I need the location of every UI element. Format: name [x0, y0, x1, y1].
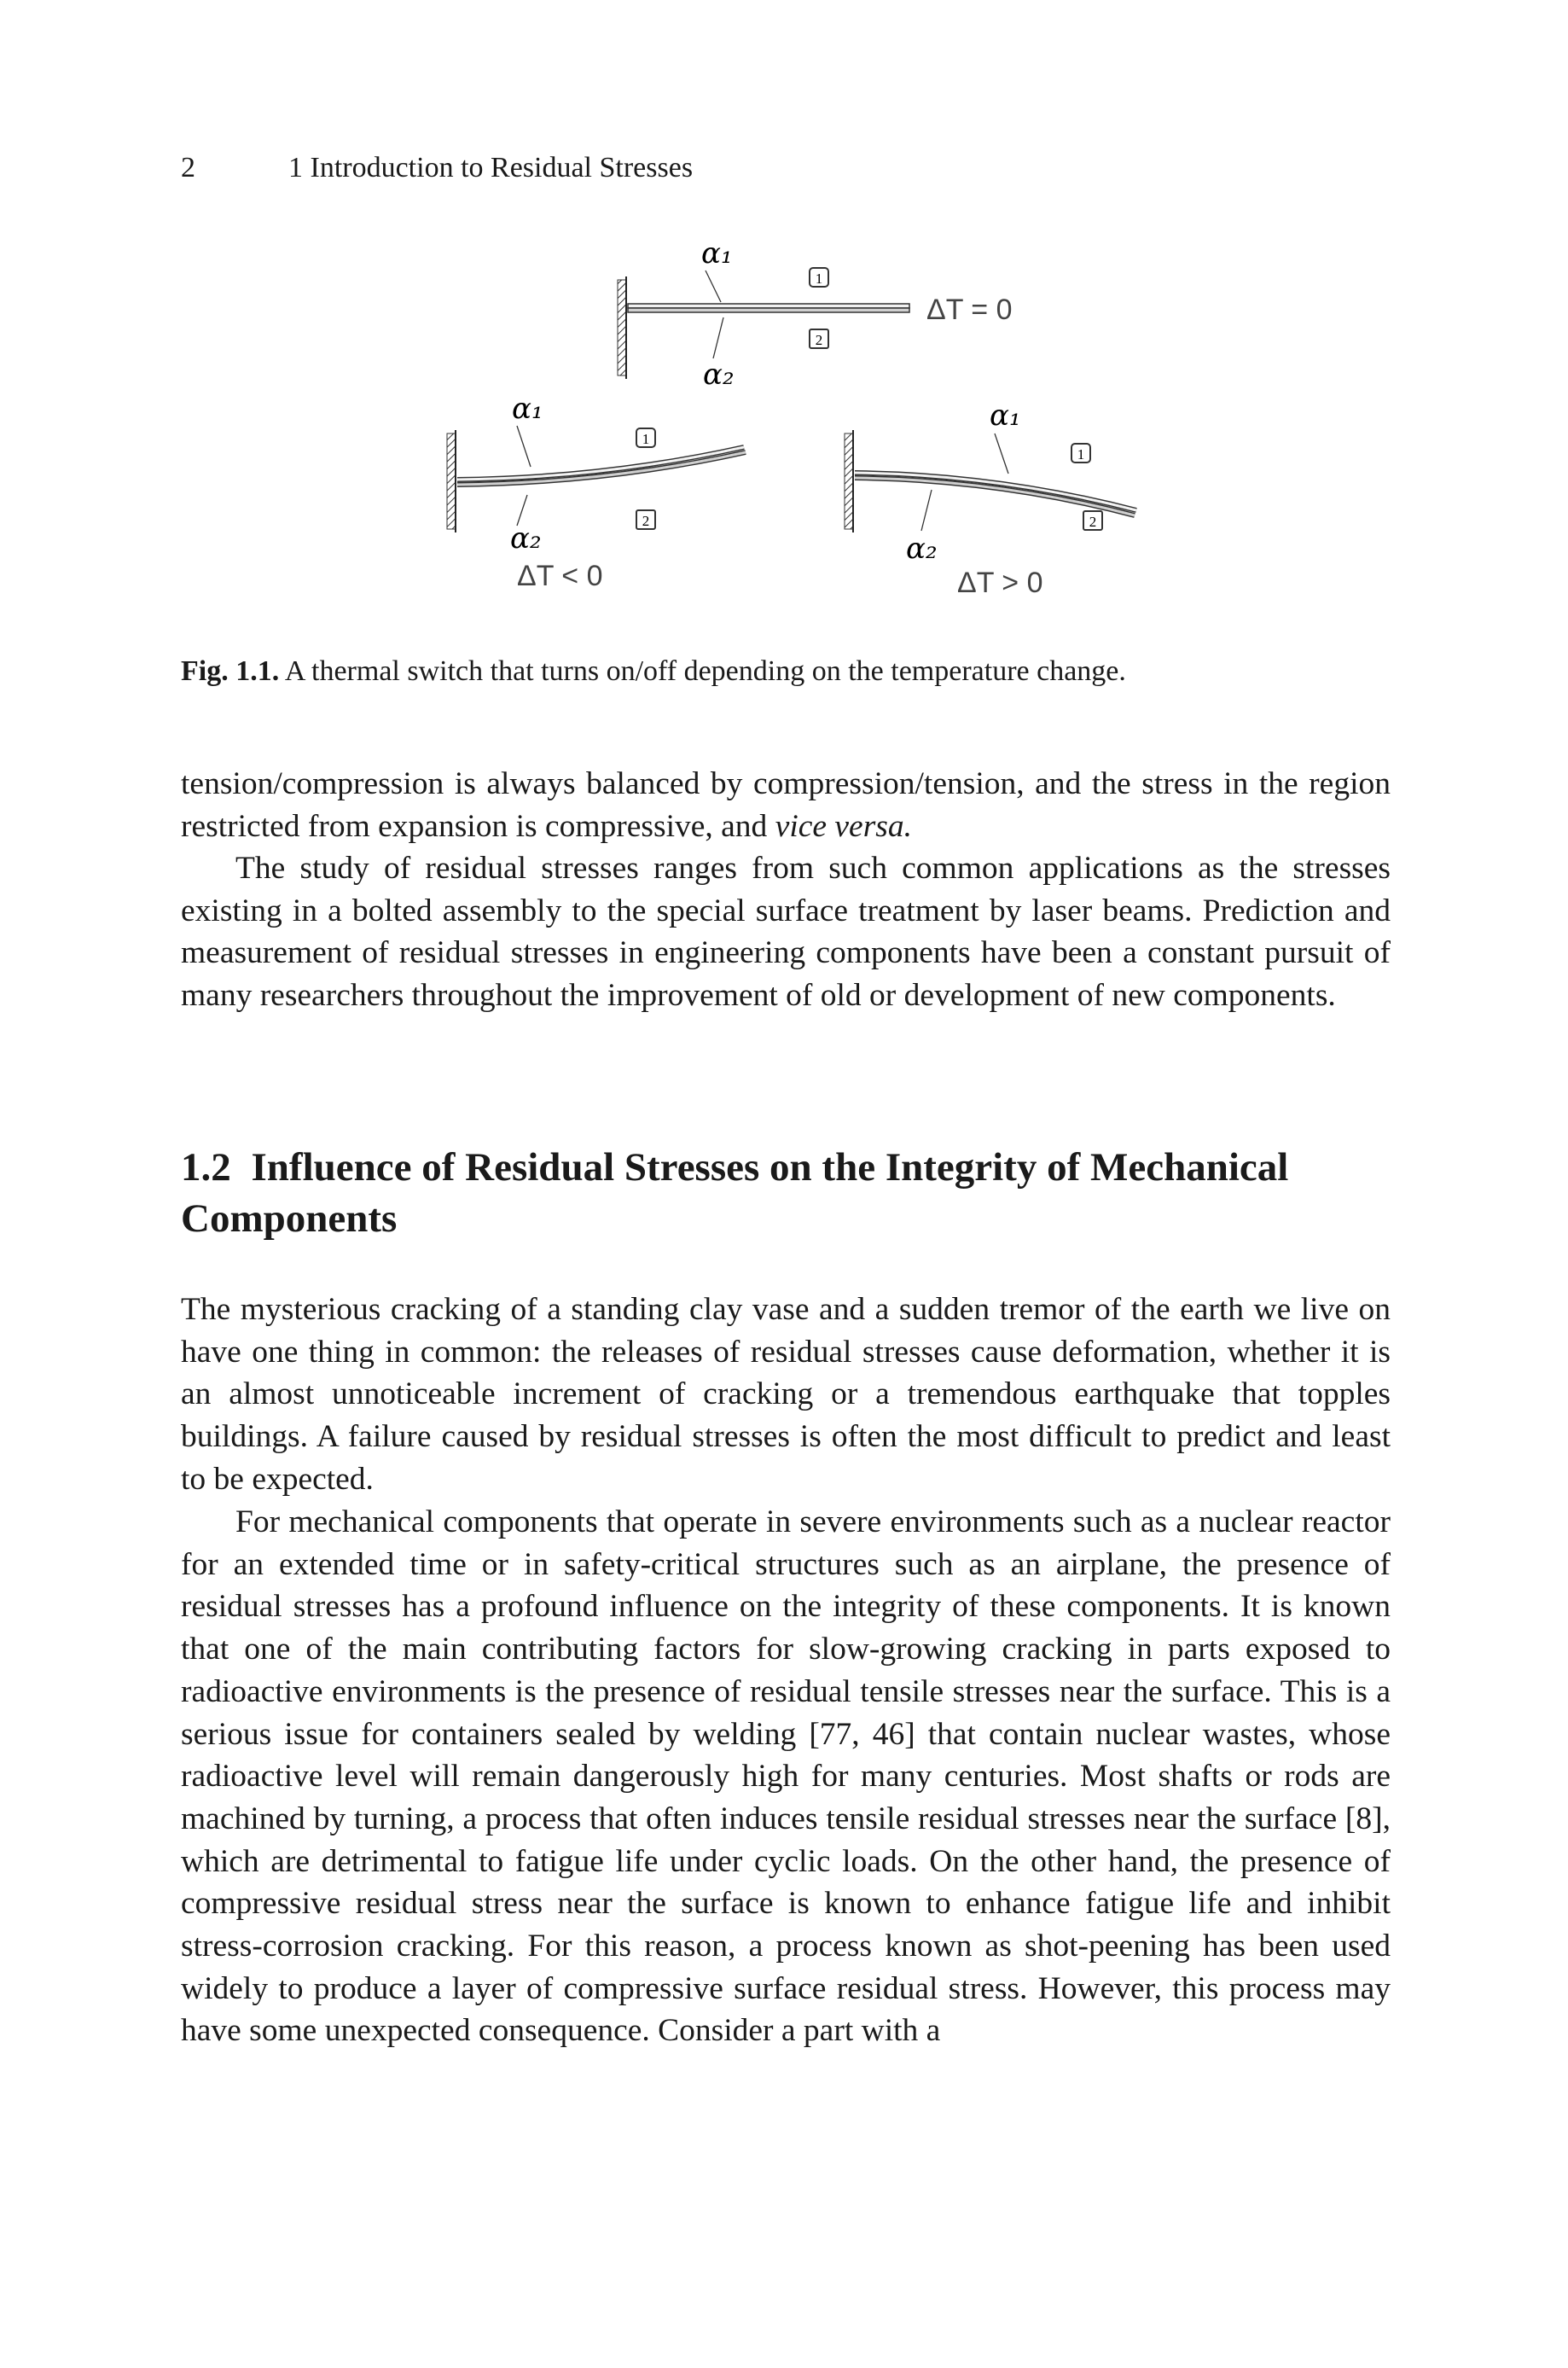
bimetal-curved-up [447, 392, 746, 592]
page-number: 2 [181, 152, 195, 183]
intro-paragraph-1-text: tension/compression is always balanced by compression/tension, and the stress in the region restricted from expansion is compressive, and [181, 766, 1391, 844]
chapter-title: 1 Introduction to Residual Stresses [288, 152, 694, 183]
bimetal-curved-down [845, 399, 1136, 599]
alpha2-label-right: α₂ [906, 532, 938, 566]
figure-caption-text: A thermal switch that turns on/off depending on the temperature change. [279, 655, 1126, 687]
condition-label-right: ΔT > 0 [957, 567, 1043, 599]
condition-label-top: ΔT = 0 [926, 294, 1013, 326]
section-title: Influence of Residual Stresses on the Integrity of Mechanical Components [181, 1145, 1289, 1241]
figure-caption [181, 655, 1392, 688]
section-heading [181, 1142, 1392, 1244]
layer1-label-left: 1 [642, 431, 650, 447]
wall-top [618, 280, 626, 375]
layer1-label-right: 1 [1077, 446, 1085, 463]
intro-paragraph-1 [181, 763, 1391, 847]
figure-label: Fig. 1.1. [181, 655, 280, 687]
layer2-label-top: 2 [815, 332, 823, 348]
bimetal-straight [618, 236, 1013, 392]
alpha1-label-top: α₁ [701, 236, 733, 271]
thermal-switch-diagram [409, 224, 1177, 616]
section-number: 1.2 [181, 1145, 231, 1190]
condition-label-left: ΔT < 0 [517, 560, 603, 592]
intro-paragraph-2: The study of residual stresses ranges from such common applications as the stresses existing in a bolted assembly to the special surface treatment by laser beams. Prediction and measurement of residual stresses in engineering components have been a constant pursuit of many researchers throughout the improvement of old or development of new components. [181, 851, 1391, 1014]
body-paragraph-2: For mechanical components that operate in severe environments such as a nuclear reactor for an extended time or in safety-critical structures such as an airplane, the presence of residual stresses has a profound influence on the integrity of these components. It is known that one of the main contributing factors for slow-growing cracking in parts exposed to radioactive environments is the presence of residual tensile stresses near the surface. This is a serious issue for containers sealed by welding [77, 46] that contain nuclear wastes, whose radioactive level will remain dangerously high for many centuries. Most shafts or rods are machined by turning, a process that often induces tensile residual stresses near the surface [8], which are detrimental to fatigue life under cyclic loads. On the other hand, the presence of compressive residual stress near the surface is known to enhance fatigue life and inhibit stress-corrosion cracking. For this reason, a process known as shot-peening has been used widely to produce a layer of compressive surface residual stress. However, this process may have some unexpected consequence. Consider a part with a [181, 1504, 1391, 2049]
alpha2-label-top: α₂ [703, 358, 735, 392]
layer2-label-left: 2 [642, 513, 650, 529]
layer1-label-top: 1 [815, 271, 823, 287]
wall-right [845, 433, 853, 529]
body-paragraph-1: The mysterious cracking of a standing clay vase and a sudden tremor of the earth we live on have one thing in common: the releases of residual stresses cause deformation, whether it is an almost unnoticeable increment of cracking or a tremendous earthquake that topples buildings. A failure caused by residual stresses is often the most difficult to predict and least to be expected. [181, 1292, 1391, 1497]
figure-thermal-switch [409, 224, 1177, 616]
alpha1-label-right: α₁ [990, 399, 1021, 433]
layer2-label-right: 2 [1089, 514, 1097, 530]
wall-left [447, 433, 456, 529]
intro-paragraph-1-italic: vice versa. [775, 808, 913, 844]
alpha2-label-left: α₂ [510, 521, 542, 556]
alpha1-label-left: α₁ [512, 392, 543, 426]
running-header [181, 152, 693, 184]
